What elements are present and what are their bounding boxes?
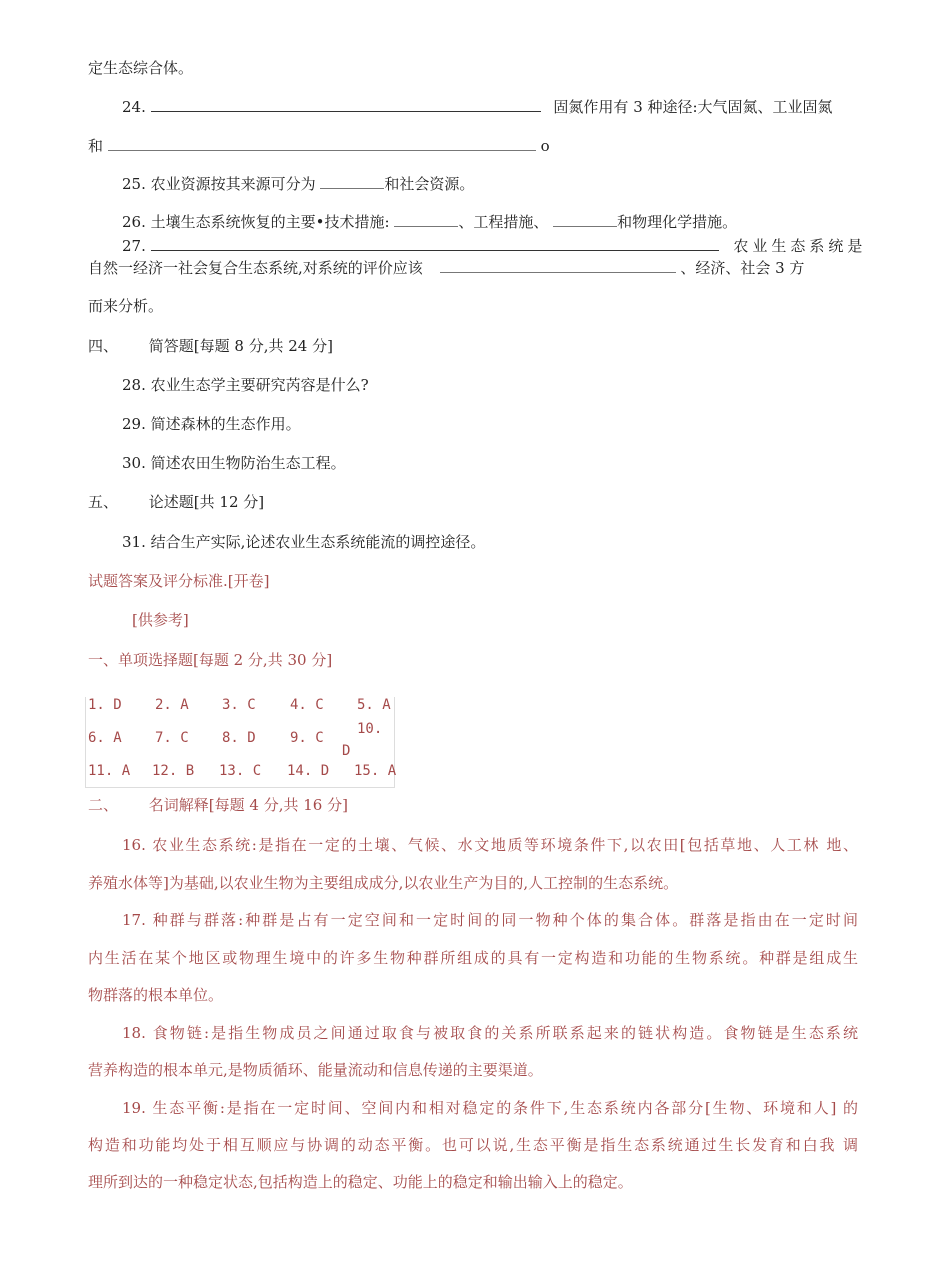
answer-blank[interactable] <box>151 236 719 251</box>
question-26 <box>122 212 737 232</box>
question-27 <box>122 236 866 256</box>
choice-answer-6: 6. A <box>88 730 122 746</box>
question-text: 、经济、社会 3 方 <box>680 259 805 277</box>
choice-answer-13: 13. C <box>219 763 262 779</box>
question-number: 24. <box>122 98 146 116</box>
question-text: 农业生态系统是 <box>733 237 867 255</box>
question-25 <box>122 174 474 194</box>
choice-10-answer: D <box>342 743 351 759</box>
answer-blank[interactable] <box>108 136 536 151</box>
question-text: 和 <box>88 137 104 155</box>
question-text: 固氮作用有 3 种途径:大气固氮、工业固氮 <box>553 98 833 116</box>
answer-19-line3: 理所到达的一种稳定状态,包括构造上的稳定、功能上的稳定和输出输入上的稳定。 <box>88 1173 633 1191</box>
question-30: 30. 简述农田生物防治生态工程。 <box>122 454 346 472</box>
answers-title: 试题答案及评分标准.[开卷] <box>88 572 270 590</box>
choice-answer-2: 2. A <box>155 697 189 713</box>
question-text: o <box>540 137 550 155</box>
choice-answer-14: 14. D <box>287 763 330 779</box>
question-text: 自然一经济一社会复合生态系统,对系统的评价应该 <box>88 259 423 277</box>
question-text: 和物理化学措施。 <box>617 213 738 231</box>
question-29: 29. 简述森林的生态作用。 <box>122 415 301 433</box>
answer-18-line2: 营养构造的根本单元,是物质循环、能量流动和信息传递的主要渠道。 <box>88 1061 543 1079</box>
answers-subtitle: [供参考] <box>132 611 189 629</box>
question-text: 、工程措施、 <box>458 213 549 231</box>
section-title: 简答题[每题 8 分,共 24 分] <box>148 337 333 355</box>
section-number: 二、 <box>88 796 119 814</box>
question-31: 31. 结合生产实际,论述农业生态系统能流的调控途径。 <box>122 533 486 551</box>
question-number: 27. <box>122 237 146 255</box>
section-number: 五、 <box>88 493 119 511</box>
continuation-text: 定生态综合体。 <box>88 59 194 77</box>
question-24-cont <box>88 136 550 156</box>
choice-answer-12: 12. B <box>152 763 195 779</box>
answer-19-line2: 构造和功能均处于相互顺应与协调的动态平衡。也可以说,生态平衡是指生态系统通过生长发育和白我 调 <box>88 1136 858 1154</box>
section-5-heading <box>88 492 264 512</box>
section-title: 论述题[共 12 分] <box>148 493 265 511</box>
choice-answer-4: 4. C <box>290 697 324 713</box>
choice-answer-10: 10. <box>357 721 383 737</box>
answer-blank[interactable] <box>320 174 384 189</box>
question-text: 和社会资源。 <box>384 175 475 193</box>
section-4-heading <box>88 336 333 356</box>
answer-blank[interactable] <box>151 97 541 112</box>
question-28: 28. 农业生态学主要研究芮容是什么? <box>122 376 369 394</box>
answer-blank[interactable] <box>553 212 617 227</box>
answer-17-line1: 17. 种群与群落:种群是占有一定空间和一定时间的同一物种个体的集合体。群落是指由在一定时间 <box>122 911 858 929</box>
choice-answer-1: 1. D <box>88 697 122 713</box>
answers-part1-title: 一、单项选择题[每题 2 分,共 30 分] <box>88 651 333 669</box>
choice-answer-9: 9. C <box>290 730 324 746</box>
question-24 <box>122 97 833 117</box>
question-27-line2 <box>88 258 804 278</box>
choice-answer-11: 11. A <box>88 763 131 779</box>
answer-18-line1: 18. 食物链:是指生物成员之间通过取食与被取食的关系所联系起来的链状构造。食物链是生态系统 <box>122 1024 858 1042</box>
answers-part2-heading <box>88 795 348 815</box>
section-number: 四、 <box>88 337 119 355</box>
question-text: 26. 土壤生态系统恢复的主要•技术措施: <box>122 213 390 231</box>
choice-answer-7: 7. C <box>155 730 189 746</box>
question-27-line3: 而来分析。 <box>88 297 164 315</box>
answer-19-line1: 19. 生态平衡:是指在一定时间、空间内和相对稳定的条件下,生态系统内各部分[生物、环境和人] 的 <box>122 1099 858 1117</box>
answer-blank[interactable] <box>440 258 676 273</box>
answer-17-line2: 内生活在某个地区或物理生境中的许多生物种群所组成的具有一定构造和功能的生物系统。种群是组成生 <box>88 949 858 967</box>
choice-answer-8: 8. D <box>222 730 256 746</box>
choice-answer-5: 5. A <box>357 697 391 713</box>
answer-16-line2: 养殖水体等]为基础,以农业生物为主要组成成分,以农业生产为目的,人工控制的生态系统。 <box>88 874 679 892</box>
question-text: 25. 农业资源按其来源可分为 <box>122 175 316 193</box>
answer-blank[interactable] <box>394 212 458 227</box>
choice-answer-15: 15. A <box>354 763 397 779</box>
answer-17-line3: 物群落的根本单位。 <box>88 986 224 1004</box>
answer-16-line1: 16. 农业生态系统:是指在一定的土壤、气候、水文地质等环境条件下,以农田[包括草地、人工林 地、 <box>122 836 858 854</box>
section-title: 名词解释[每题 4 分,共 16 分] <box>148 796 348 814</box>
choice-answer-3: 3. C <box>222 697 256 713</box>
